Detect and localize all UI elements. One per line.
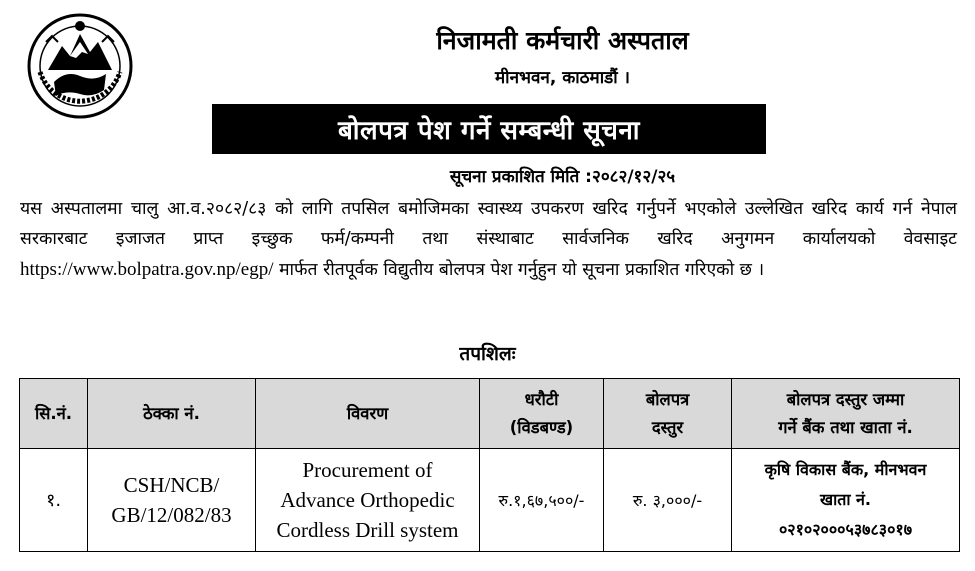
row-description: [256, 449, 480, 552]
schedule-table: [19, 378, 960, 552]
header-description: विवरण: [256, 379, 480, 449]
row-bid-security: रु.१,६७,५००/-: [480, 449, 604, 552]
header-bid-fee: [604, 379, 732, 449]
row-bank-line3: ०२१०२०००५३७८३०१७: [778, 520, 913, 539]
nepal-government-emblem-icon: [26, 12, 134, 120]
notice-title: बोलपत्र पेश गर्ने सम्बन्धी सूचना: [337, 116, 641, 146]
row-bid-fee: रु. ३,०००/-: [604, 449, 732, 552]
notice-title-banner: [212, 104, 766, 154]
notice-body: [20, 194, 957, 285]
publish-date: सूचना प्रकाशित मिति :२०८२/१२/२५: [449, 167, 676, 187]
organization-name: निजामती कर्मचारी अस्पताल: [436, 26, 689, 55]
header-bid-fee-line2: दस्तुर: [651, 417, 684, 437]
header-sn: सि.नं.: [20, 379, 88, 449]
notice-body-part2: मार्फत रीतपूर्वक विद्युतीय बोलपत्र पेश गर्नुहुन यो सूचना प्रकाशित गरिएको छ ।: [279, 259, 765, 280]
row-bank-line1: कृषि विकास बैंक, मीनभवन: [764, 460, 927, 479]
row-sn: १.: [20, 449, 88, 552]
row-bank-account: [732, 449, 960, 552]
header-bid-security-line2: (विडबण्ड): [509, 417, 574, 437]
header-bank-line2: गर्ने बैंक तथा खाता नं.: [778, 417, 913, 437]
row-contract-no: [88, 449, 256, 552]
header-bank-account: [732, 379, 960, 449]
row-bank-line2: खाता नं.: [819, 490, 872, 509]
schedule-title: तपशिलः: [459, 343, 516, 365]
row-desc-line2: Advance Orthopedic: [280, 488, 455, 512]
row-contract-line1: CSH/NCB/: [123, 473, 220, 497]
row-desc-line3: Cordless Drill system: [276, 518, 459, 542]
row-contract-line2: GB/12/082/83: [111, 503, 232, 527]
egp-website-link[interactable]: https://www.bolpatra.gov.np/egp/: [20, 258, 274, 280]
notice-body-part1: यस अस्पतालमा चालु आ.व.२०८२/८३ को लागि तपसिल बमोजिमका स्वास्थ्य उपकरण खरिद गर्नुपर्ने भएकोले उल्लेखित खरिद कार्य गर्न नेपाल सरकारबाट इजाजत प्राप्त इच्छुक फर्म/कम्पनी तथा संस्थाबाट सार्वजनिक खरिद अनुगमन कार्यालयको वेवसाइट: [20, 199, 957, 250]
header-bid-security-line1: धरौटी: [524, 389, 559, 409]
header-contract-no: ठेक्का नं.: [88, 379, 256, 449]
header-bid-security: [480, 379, 604, 449]
table-row: [20, 449, 960, 552]
table-header-row: [20, 379, 960, 449]
header-bank-line1: बोलपत्र दस्तुर जम्मा: [786, 389, 905, 409]
header-bid-fee-line1: बोलपत्र: [645, 389, 690, 409]
row-desc-line1: Procurement of: [302, 458, 433, 482]
organization-address: मीनभवन, काठमाडौं ।: [495, 68, 630, 88]
